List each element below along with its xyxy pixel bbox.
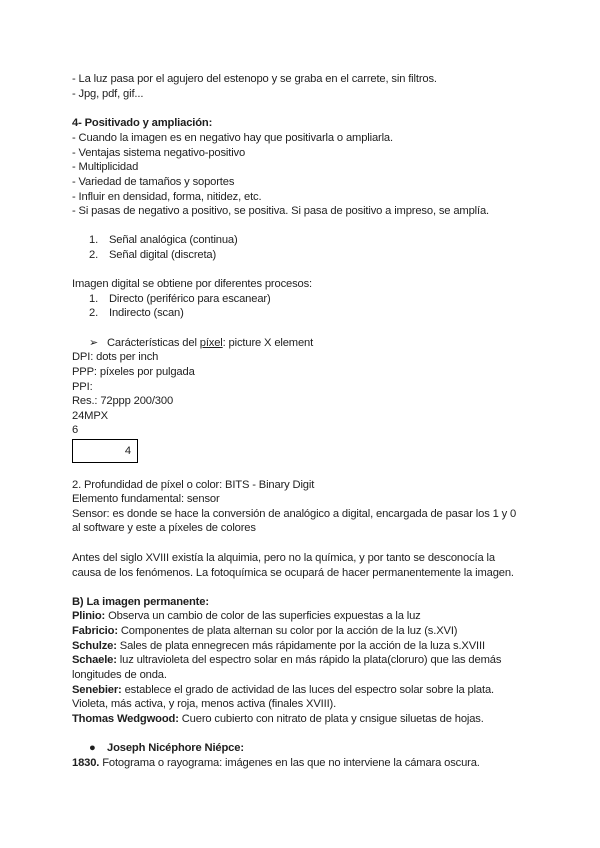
entry-name: Schulze: (72, 640, 117, 652)
depth-line-4: al software y este a píxeles de colores (72, 522, 256, 534)
intro-line-1: - La luz pasa por el agujero del estenopo y se graba en el carrete, sin filtros. (72, 73, 437, 85)
entry-text: Componentes de plata alternan su color por la acción de la luz (s.XVI) (117, 625, 458, 637)
section-4-item: - Si pasas de negativo a positivo, se positiva. Si pasa de positivo a impreso, se amplía. (72, 205, 489, 217)
intro-line-2: - Jpg, pdf, gif... (72, 88, 144, 100)
round-bullet-icon: ● (89, 742, 96, 754)
entry-schaele (72, 653, 501, 667)
section-4-item: - Variedad de tamaños y soportes (72, 176, 235, 188)
list-text: Indirecto (scan) (109, 307, 184, 319)
list-text: Señal digital (discreta) (109, 249, 217, 261)
entry-plinio (72, 609, 421, 623)
depth-line-1: 2. Profundidad de píxel o color: BITS - Binary Digit (72, 479, 315, 491)
value-box (72, 439, 138, 463)
entry-wedgwood (72, 712, 484, 726)
section-4-item: - Influir en densidad, forma, nitidez, etc. (72, 191, 262, 203)
digital-list-item (89, 292, 271, 306)
mpx-line: 24MPX (72, 410, 108, 422)
niepce-year: 1830. (72, 757, 100, 769)
section-4-item: - Multiplicidad (72, 161, 139, 173)
entry-text: Cuero cubierto con nitrato de plata y cnsigue siluetas de hojas. (178, 713, 484, 725)
dpi-line: DPI: dots per inch (72, 351, 159, 363)
niepce-entry (72, 756, 480, 770)
niepce-text: Fotograma o rayograma: imágenes en las que no interviene la cámara oscura. (99, 757, 480, 769)
digital-list-item (89, 306, 184, 320)
pixel-post: : picture X element (222, 337, 314, 349)
entry-senebier-cont: Violeta, más activa, y roja, menos activa (finales XVIII). (72, 698, 337, 710)
pixel-word: píxel (199, 337, 223, 349)
value-box-text: 4 (124, 445, 131, 457)
entry-name: Thomas Wedgwood: (72, 713, 179, 725)
depth-line-2: Elemento fundamental: sensor (72, 493, 220, 505)
section-4-item: - Cuando la imagen es en negativo hay que positivarla o ampliarla. (72, 132, 393, 144)
list-number: 2. (89, 249, 99, 261)
entry-name: Schaele: (72, 654, 117, 666)
entry-text: establece el grado de actividad de las luces del espectro solar sobre la plata. (121, 684, 494, 696)
pixel-characteristics (89, 336, 313, 350)
alchemy-line-1: Antes del siglo XVIII existía la alquimia, pero no la química, y por tanto se desconocía la (72, 552, 495, 564)
entry-text: Observa un cambio de color de las superficies expuestas a la luz (105, 610, 421, 622)
list-number: 2. (89, 307, 99, 319)
alchemy-line-2: causa de los fenómenos. La fotoquímica se ocupará de hacer permanentemente la imagen. (72, 567, 514, 579)
depth-line-3: Sensor: es donde se hace la conversión de analógico a digital, encargada de pasar los 1 y 0 (72, 508, 517, 520)
ppi-line: PPI: (72, 381, 93, 393)
section-4-heading: 4- Positivado y ampliación: (72, 117, 213, 129)
pixel-pre: Carácterísticas del (107, 337, 200, 349)
entry-schaele-cont: longitudes de onda. (72, 669, 167, 681)
entry-name: Senebier: (72, 684, 122, 696)
niepce-heading (89, 741, 244, 755)
entry-senebier (72, 683, 494, 697)
six-line: 6 (72, 424, 79, 436)
digital-intro: Imagen digital se obtiene por diferentes procesos: (72, 278, 313, 290)
entry-schulze (72, 639, 485, 653)
entry-text: Sales de plata ennegrecen más rápidamente por la acción de la luza s.XVIII (116, 640, 485, 652)
entry-text: luz ultravioleta del espectro solar en más rápido la plata(cloruro) que las demás (116, 654, 502, 666)
entry-name: Fabricio: (72, 625, 118, 637)
list-text: Señal analógica (continua) (109, 234, 238, 246)
niepce-name: Joseph Nicéphore Niépce: (107, 742, 244, 754)
res-line: Res.: 72ppp 200/300 (72, 395, 174, 407)
list-text: Directo (periférico para escanear) (109, 293, 271, 305)
list-number: 1. (89, 234, 99, 246)
signal-list-item (89, 233, 238, 247)
signal-list-item (89, 248, 216, 262)
list-number: 1. (89, 293, 99, 305)
ppp-line: PPP: píxeles por pulgada (72, 366, 195, 378)
entry-fabricio (72, 624, 457, 638)
section-b-heading: B) La imagen permanente: (72, 596, 209, 608)
arrow-bullet-icon: ➢ (89, 337, 99, 349)
entry-name: Plinio: (72, 610, 106, 622)
section-4-item: - Ventajas sistema negativo-positivo (72, 147, 246, 159)
